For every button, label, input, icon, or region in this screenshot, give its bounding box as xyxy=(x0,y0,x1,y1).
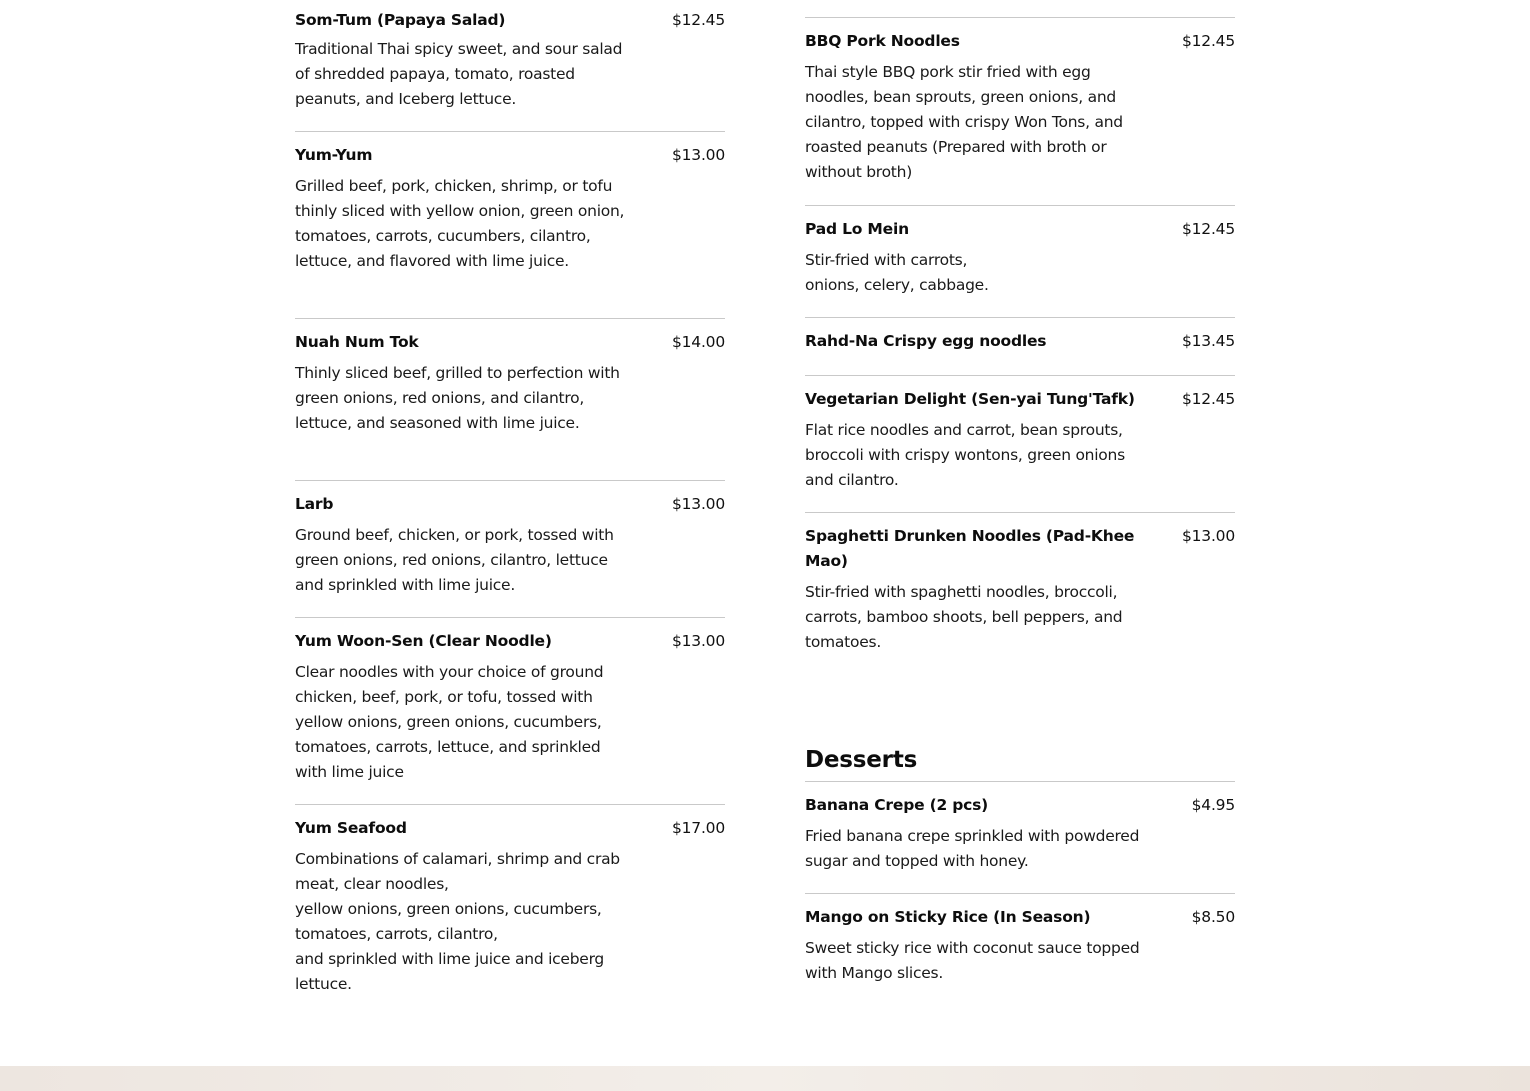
item-name: Yum-Yum xyxy=(295,146,373,164)
item-name: Rahd-Na Crispy egg noodles xyxy=(805,332,1047,350)
item-description: Clear noodles with your choice of ground chicken, beef, pork, or tofu, tossed with yellow onions, green onions, cucumbers, tomatoes, carrots, lettuce, and sprinkled with lime juice xyxy=(295,663,604,781)
item-description: Traditional Thai spicy sweet, and sour salad of shredded papaya, tomato, roasted peanuts, and Iceberg lettuce. xyxy=(295,40,623,108)
item-price: $4.95 xyxy=(1191,796,1235,814)
menu-item xyxy=(805,782,1235,894)
item-price: $17.00 xyxy=(671,819,725,837)
item-price: $12.45 xyxy=(1181,32,1235,50)
item-price: $14.00 xyxy=(671,333,725,351)
item-price: $8.50 xyxy=(1191,908,1235,926)
item-name: Pad Lo Mein xyxy=(805,220,909,238)
item-name: Yum Woon-Sen (Clear Noodle) xyxy=(295,632,552,650)
item-name: Yum Seafood xyxy=(295,819,407,837)
desserts-section-heading xyxy=(805,666,1235,782)
item-price: $12.45 xyxy=(671,11,725,29)
item-description: Thinly sliced beef, grilled to perfection with green onions, red onions, and cilantro, lettuce, and seasoned with lime juice. xyxy=(295,364,620,432)
item-description: Combinations of calamari, shrimp and crab meat, clear noodles, yellow onions, green onions, cucumbers, tomatoes, carrots, cilantro, and sprinkled with lime juice and iceberg lettuce. xyxy=(295,850,620,993)
item-name: Banana Crepe (2 pcs) xyxy=(805,796,989,814)
item-description: Flat rice noodles and carrot, bean sprouts, broccoli with crispy wontons, green onions and cilantro. xyxy=(805,421,1125,489)
item-description: Sweet sticky rice with coconut sauce topped with Mango slices. xyxy=(805,939,1140,982)
item-description: Fried banana crepe sprinkled with powdered sugar and topped with honey. xyxy=(805,827,1140,870)
item-description: Stir-fried with spaghetti noodles, broccoli, carrots, bamboo shoots, bell peppers, and tomatoes. xyxy=(805,583,1123,651)
item-description: Grilled beef, pork, chicken, shrimp, or tofu thinly sliced with yellow onion, green onion, tomatoes, carrots, cucumbers, cilantro, lettuce, and flavored with lime juice. xyxy=(295,177,625,270)
item-description: Thai style BBQ pork stir fried with egg noodles, bean sprouts, green onions, and cilantro, topped with crispy Won Tons, and roasted peanuts (Prepared with broth or without broth) xyxy=(805,63,1123,181)
menu-item xyxy=(805,894,1235,1004)
item-name: Vegetarian Delight (Sen-yai Tung'Tafk) xyxy=(805,390,1135,408)
menu-column-left xyxy=(295,0,725,1025)
menu-item xyxy=(805,318,1235,376)
item-name: Nuah Num Tok xyxy=(295,333,419,351)
item-description: Ground beef, chicken, or pork, tossed with green onions, red onions, cilantro, lettuce and sprinkled with lime juice. xyxy=(295,526,614,594)
item-price: $13.00 xyxy=(1181,527,1235,545)
menu-item xyxy=(295,481,725,618)
divider xyxy=(805,0,1235,18)
footer-band xyxy=(0,1066,1530,1091)
item-price: $12.45 xyxy=(1181,220,1235,238)
item-name: Som-Tum (Papaya Salad) xyxy=(295,11,506,29)
menu-item xyxy=(295,132,725,319)
item-name: Mango on Sticky Rice (In Season) xyxy=(805,908,1091,926)
item-name: BBQ Pork Noodles xyxy=(805,32,960,50)
menu-item xyxy=(295,805,725,1025)
item-price: $12.45 xyxy=(1181,390,1235,408)
menu-item xyxy=(295,0,725,132)
menu-item xyxy=(295,319,725,481)
menu-item xyxy=(295,618,725,805)
menu-item xyxy=(805,513,1235,666)
section-title: Desserts xyxy=(805,747,918,773)
item-price: $13.45 xyxy=(1181,332,1235,350)
menu-item xyxy=(805,376,1235,513)
item-name: Larb xyxy=(295,495,334,513)
item-price: $13.00 xyxy=(671,632,725,650)
menu-item xyxy=(805,18,1235,206)
item-description: Stir-fried with carrots, onions, celery, cabbage. xyxy=(805,251,989,294)
item-name: Spaghetti Drunken Noodles (Pad-Khee Mao) xyxy=(805,527,1135,570)
menu-column-right xyxy=(805,0,1235,1004)
item-price: $13.00 xyxy=(671,146,725,164)
item-price: $13.00 xyxy=(671,495,725,513)
menu-item xyxy=(805,206,1235,318)
